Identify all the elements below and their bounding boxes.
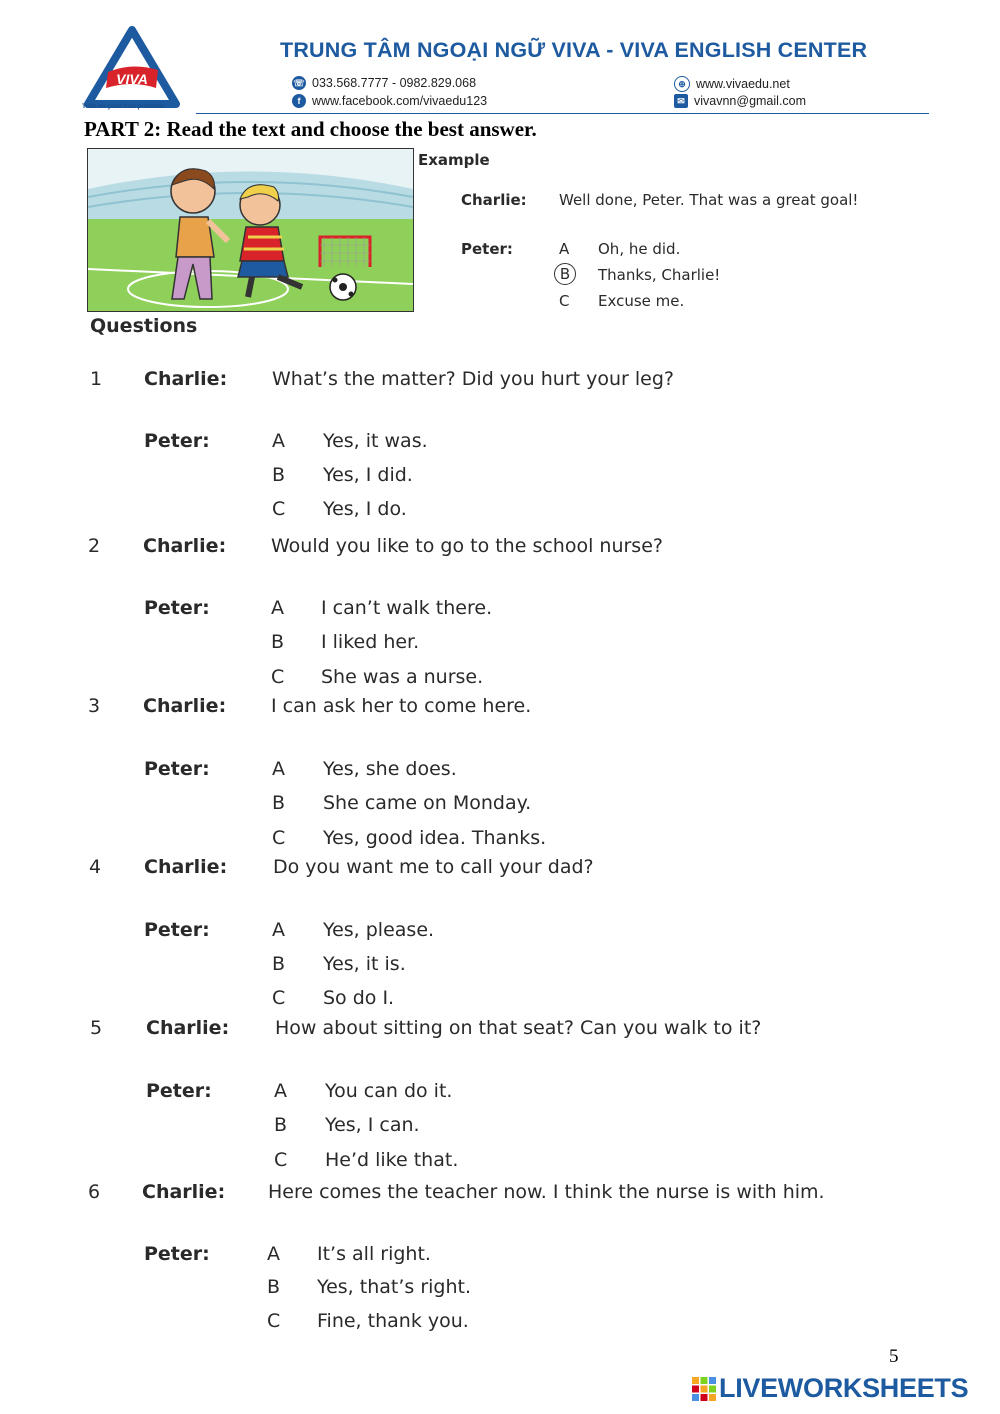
question-text: What’s the matter? Did you hurt your leg? bbox=[272, 368, 675, 390]
liveworksheets-watermark bbox=[692, 1373, 968, 1404]
question-number: 3 bbox=[88, 695, 101, 717]
option-letter[interactable]: B bbox=[272, 464, 286, 486]
email-text: vivavnn@gmail.com bbox=[694, 94, 807, 108]
question-number: 4 bbox=[89, 856, 102, 878]
question-speaker-peter: Peter: bbox=[144, 597, 210, 619]
option-letter[interactable]: A bbox=[272, 758, 285, 780]
option-text[interactable]: He’d like that. bbox=[325, 1149, 459, 1171]
question-speaker-charlie: Charlie: bbox=[143, 535, 227, 557]
question-text: I can ask her to come here. bbox=[271, 695, 532, 717]
option-text[interactable]: Yes, that’s right. bbox=[317, 1276, 471, 1298]
option-text[interactable]: Yes, please. bbox=[323, 919, 435, 941]
question-speaker-peter: Peter: bbox=[146, 1080, 212, 1102]
option-text[interactable]: Yes, I can. bbox=[325, 1114, 420, 1136]
football-illustration bbox=[87, 148, 414, 312]
option-letter[interactable]: A bbox=[272, 430, 285, 452]
option-text[interactable]: You can do it. bbox=[325, 1080, 453, 1102]
example-option-text: Oh, he did. bbox=[598, 240, 681, 258]
example-option-letter-selected bbox=[559, 263, 576, 285]
example-speaker-peter: Peter: bbox=[461, 240, 513, 258]
option-text[interactable]: She was a nurse. bbox=[321, 666, 484, 688]
header-divider bbox=[196, 113, 929, 114]
option-text[interactable]: Yes, I do. bbox=[323, 498, 407, 520]
center-title: TRUNG TÂM NGOẠI NGỮ VIVA - VIVA ENGLISH CENTER bbox=[280, 38, 868, 62]
website-contact[interactable] bbox=[674, 76, 790, 92]
option-text[interactable]: Yes, she does. bbox=[323, 758, 457, 780]
option-letter[interactable]: B bbox=[267, 1276, 281, 1298]
questions-label: Questions bbox=[90, 315, 198, 337]
phone-contact bbox=[292, 76, 476, 90]
question-text: Do you want me to call your dad? bbox=[273, 856, 594, 878]
option-letter[interactable]: A bbox=[274, 1080, 287, 1102]
logo-tagline: Turn on your true potential bbox=[82, 103, 165, 110]
option-text[interactable]: So do I. bbox=[323, 987, 395, 1009]
question-text: How about sitting on that seat? Can you walk to it? bbox=[275, 1017, 762, 1039]
question-speaker-charlie: Charlie: bbox=[144, 368, 228, 390]
facebook-text: www.facebook.com/vivaedu123 bbox=[312, 94, 488, 108]
option-text[interactable]: Yes, I did. bbox=[323, 464, 413, 486]
option-letter[interactable]: C bbox=[271, 666, 285, 688]
example-speaker-charlie: Charlie: bbox=[461, 191, 527, 209]
option-text[interactable]: I liked her. bbox=[321, 631, 420, 653]
question-speaker-peter: Peter: bbox=[144, 758, 210, 780]
option-letter[interactable]: B bbox=[272, 792, 286, 814]
page-number: 5 bbox=[889, 1346, 899, 1367]
question-number: 6 bbox=[88, 1181, 101, 1203]
football bbox=[330, 274, 356, 300]
option-letter[interactable]: A bbox=[271, 597, 284, 619]
option-letter[interactable]: C bbox=[272, 987, 286, 1009]
part-heading: PART 2: Read the text and choose the best answer. bbox=[84, 117, 537, 141]
example-option-text: Thanks, Charlie! bbox=[598, 266, 721, 284]
option-letter[interactable]: C bbox=[267, 1310, 281, 1332]
example-label: Example bbox=[418, 151, 490, 169]
example-option-text: Excuse me. bbox=[598, 292, 685, 310]
option-text[interactable]: Fine, thank you. bbox=[317, 1310, 469, 1332]
facebook-icon: f bbox=[292, 94, 306, 108]
option-text[interactable]: She came on Monday. bbox=[323, 792, 532, 814]
option-text[interactable]: Yes, it is. bbox=[323, 953, 406, 975]
option-letter[interactable]: B bbox=[271, 631, 285, 653]
question-number: 1 bbox=[90, 368, 103, 390]
option-text[interactable]: It’s all right. bbox=[317, 1243, 431, 1265]
facebook-contact[interactable] bbox=[292, 94, 487, 108]
option-letter[interactable]: B bbox=[272, 953, 286, 975]
option-letter[interactable]: A bbox=[272, 919, 285, 941]
email-contact[interactable] bbox=[674, 94, 806, 108]
email-icon: ✉ bbox=[674, 94, 688, 108]
example-option-letter: A bbox=[559, 240, 570, 258]
option-letter[interactable]: C bbox=[272, 827, 286, 849]
selected-answer-circle: B bbox=[554, 263, 576, 285]
option-text[interactable]: Yes, good idea. Thanks. bbox=[323, 827, 547, 849]
logo-text: VIVA bbox=[116, 71, 148, 87]
option-text[interactable]: I can’t walk there. bbox=[321, 597, 493, 619]
website-text: www.vivaedu.net bbox=[696, 77, 790, 91]
question-speaker-charlie: Charlie: bbox=[144, 856, 228, 878]
phone-icon: ☏ bbox=[292, 76, 306, 90]
question-speaker-peter: Peter: bbox=[144, 1243, 210, 1265]
option-text[interactable]: Yes, it was. bbox=[323, 430, 428, 452]
question-speaker-charlie: Charlie: bbox=[146, 1017, 230, 1039]
globe-icon: ⊕ bbox=[674, 76, 690, 92]
question-speaker-peter: Peter: bbox=[144, 919, 210, 941]
question-speaker-charlie: Charlie: bbox=[143, 695, 227, 717]
example-line: Well done, Peter. That was a great goal! bbox=[559, 191, 859, 209]
option-letter[interactable]: A bbox=[267, 1243, 280, 1265]
option-letter[interactable]: C bbox=[272, 498, 286, 520]
viva-logo bbox=[84, 26, 180, 112]
question-speaker-peter: Peter: bbox=[144, 430, 210, 452]
question-number: 2 bbox=[88, 535, 101, 557]
question-text: Here comes the teacher now. I think the nurse is with him. bbox=[268, 1181, 825, 1203]
option-letter[interactable]: B bbox=[274, 1114, 288, 1136]
example-option-letter: C bbox=[559, 292, 570, 310]
question-number: 5 bbox=[90, 1017, 103, 1039]
liveworksheets-text: LIVEWORKSHEETS bbox=[719, 1373, 969, 1403]
question-speaker-charlie: Charlie: bbox=[142, 1181, 226, 1203]
phone-text: 033.568.7777 - 0982.829.068 bbox=[312, 76, 477, 90]
question-text: Would you like to go to the school nurse? bbox=[271, 535, 663, 557]
option-letter[interactable]: C bbox=[274, 1149, 288, 1171]
liveworksheets-icon bbox=[692, 1377, 716, 1401]
